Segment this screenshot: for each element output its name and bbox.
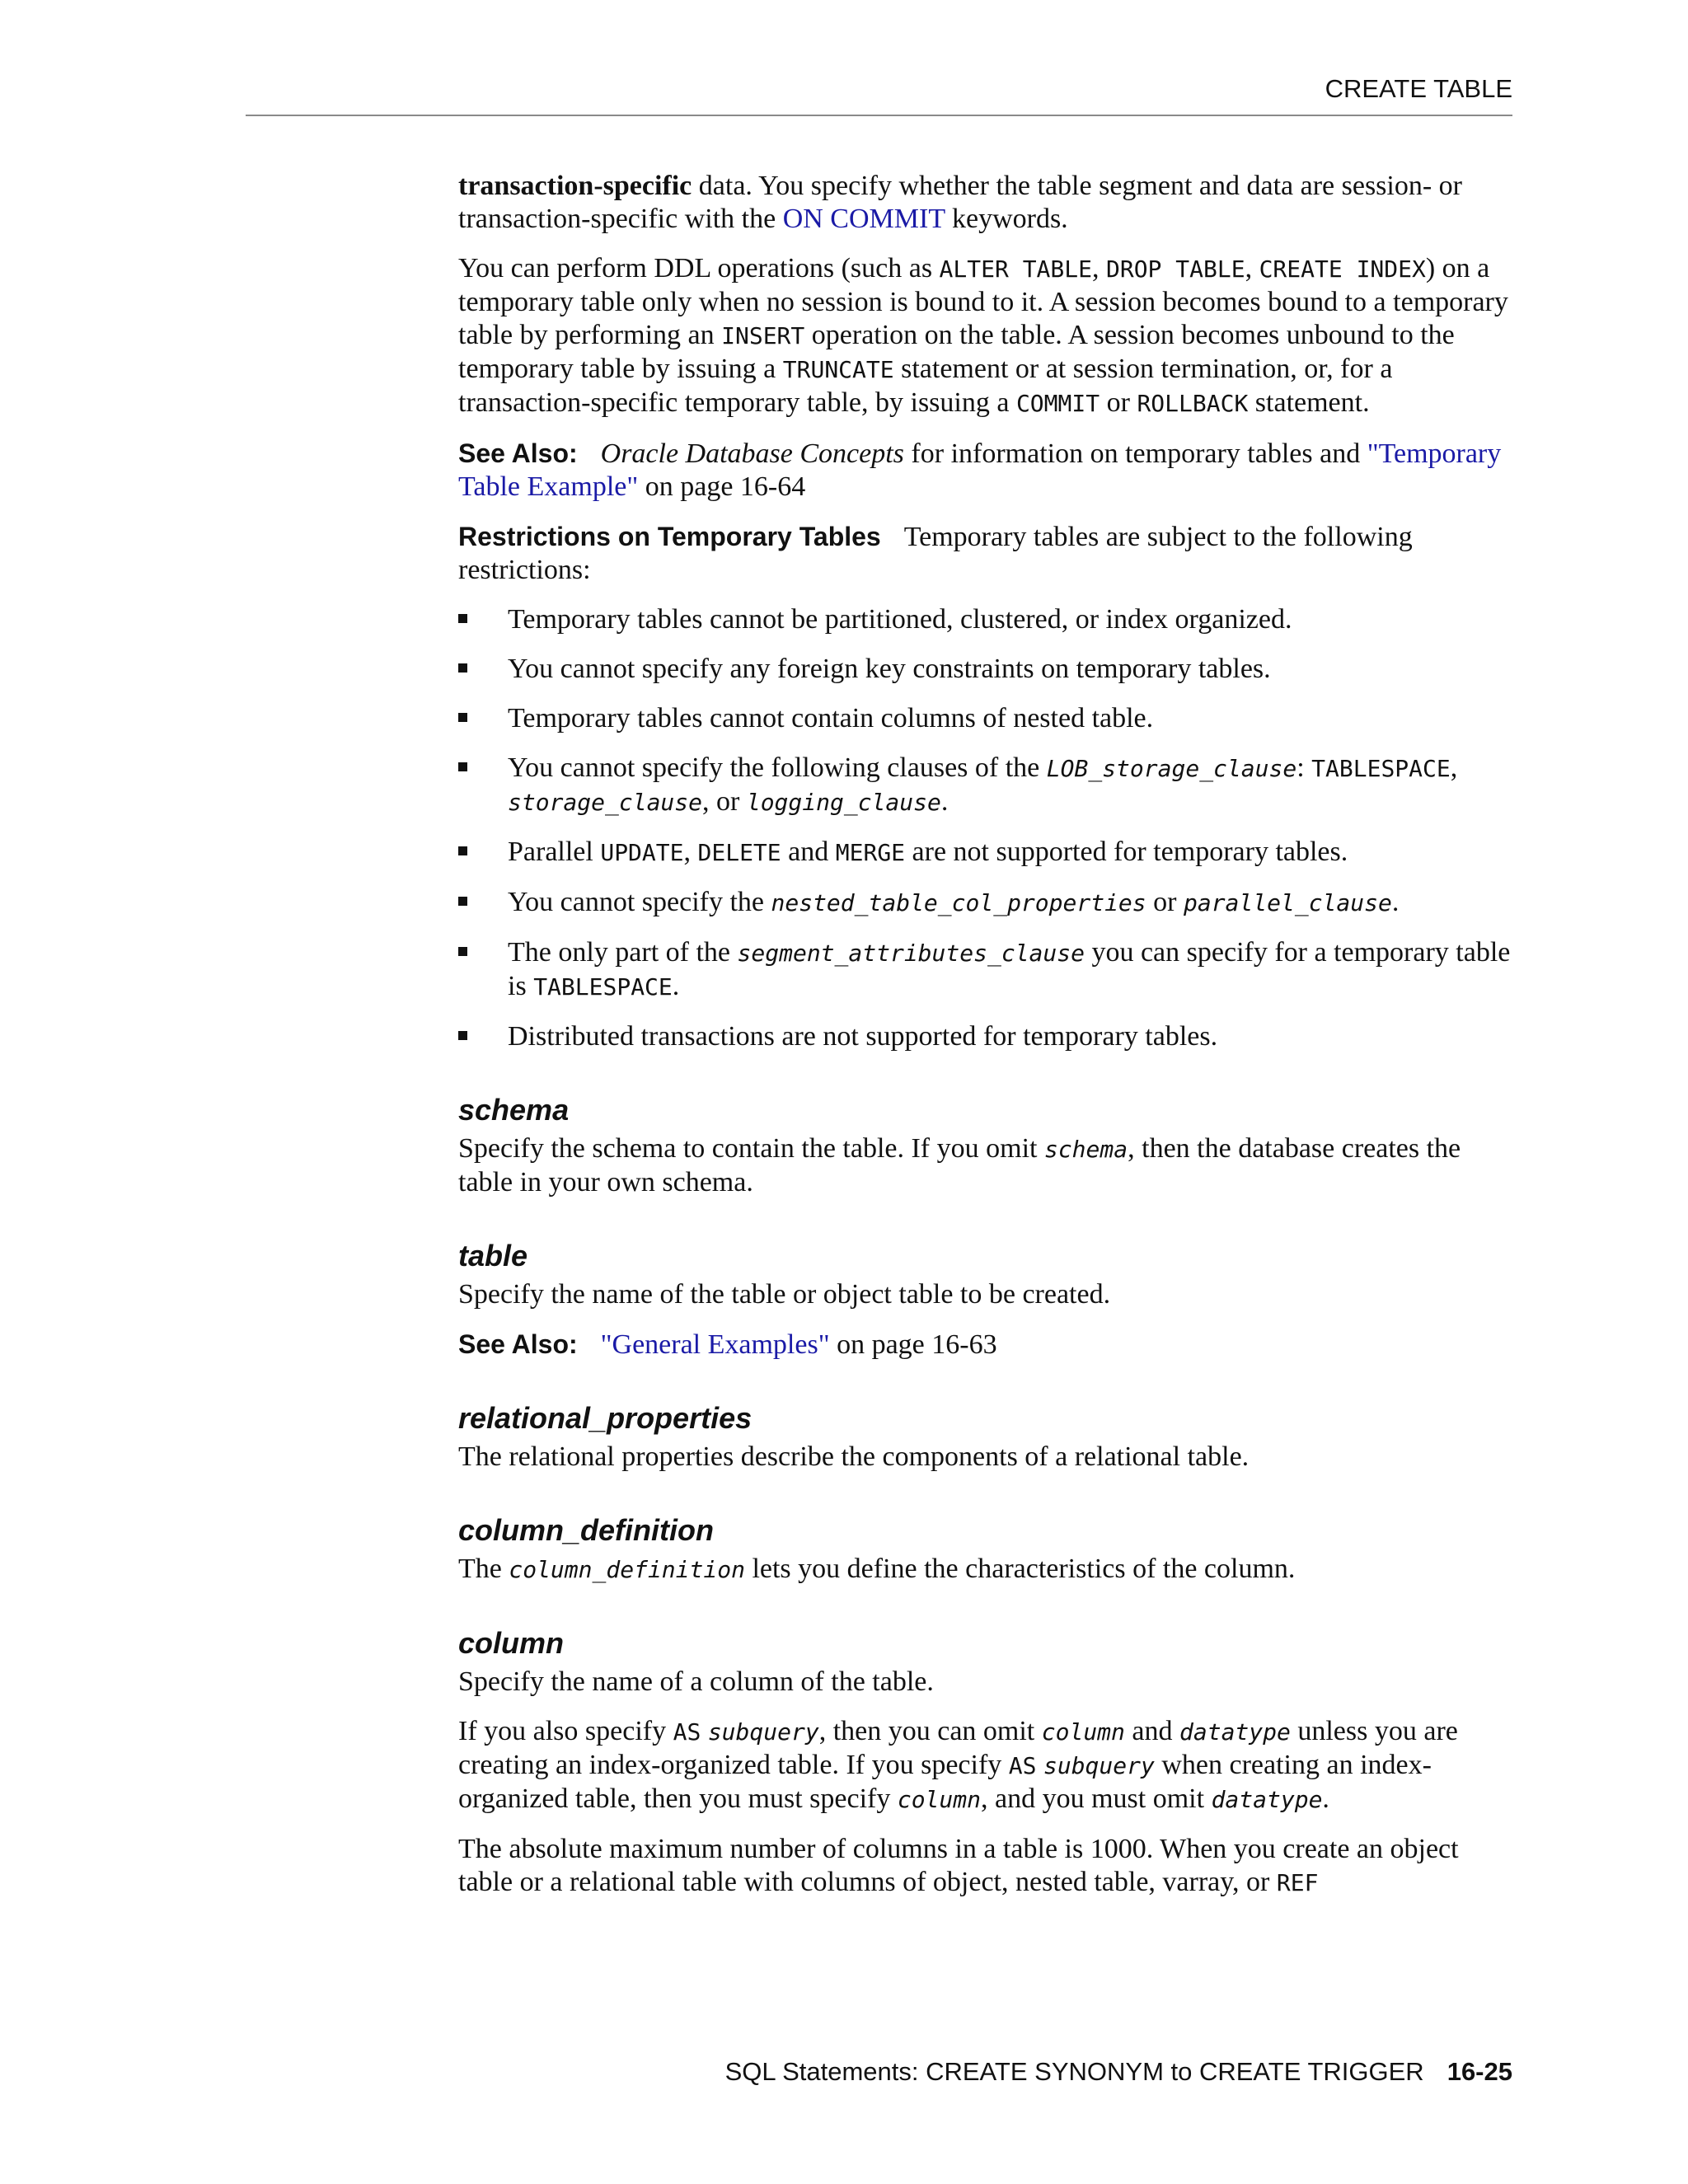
see-also-label: See Also: [458, 438, 578, 468]
see-also-label: See Also: [458, 1329, 578, 1359]
list-item [458, 1020, 1515, 1053]
bullet-icon [458, 1031, 467, 1040]
bullet-icon [458, 846, 467, 855]
text: operation on the table. A session becomes unbound to the temporary table by issuing a [458, 320, 1455, 384]
code: DROP TABLE [1105, 255, 1245, 283]
code: subquery [1043, 1752, 1155, 1779]
list-item [458, 886, 1515, 920]
text [1036, 1750, 1043, 1780]
paragraph-column-name: Specify the name of a column of the table. [458, 1666, 934, 1697]
paragraph-column-subquery [458, 1715, 1515, 1816]
bullet-icon [458, 713, 467, 722]
code: TABLESPACE [1311, 755, 1451, 782]
text: Temporary tables are subject to the following restrictions: [458, 522, 1413, 585]
text: You can perform DDL operations (such as [458, 253, 940, 284]
list-item [458, 653, 1515, 686]
bullet-icon [458, 762, 467, 771]
footer-title: SQL Statements: CREATE SYNONYM to CREATE TRIGGER [724, 2057, 1424, 2086]
paragraph-column-definition [458, 1553, 1515, 1586]
bullet-icon [458, 947, 467, 956]
text: statement or at session termination, or, for a transaction-specific temporary table, by issuing a [458, 354, 1393, 418]
heading-column: column [458, 1626, 565, 1660]
code: column [897, 1786, 981, 1813]
bold-term: transaction-specific [458, 171, 692, 201]
see-also-general-examples [458, 1328, 1515, 1361]
code: datatype [1211, 1786, 1323, 1813]
paragraph-column-maximum [458, 1833, 1515, 1900]
text: keywords. [945, 204, 1068, 234]
code: AS [1008, 1752, 1037, 1779]
text: , [1450, 752, 1458, 783]
code: TRUNCATE [782, 356, 894, 383]
text: on page 16-64 [638, 471, 806, 502]
list-item [458, 603, 1515, 636]
text: , [1245, 253, 1259, 284]
text: and [1124, 1716, 1179, 1746]
text: or [1100, 387, 1137, 418]
header-rule [246, 115, 1512, 116]
code: CREATE INDEX [1259, 255, 1426, 283]
text: The absolute maximum number of columns in a table is 1000. When you create an object table or a relational table with columns of object, nested table, varray, or [458, 1834, 1459, 1897]
bullet-icon [458, 614, 467, 623]
text: The only part of the [508, 937, 738, 968]
text: or [1146, 887, 1184, 917]
code: LOB_storage_clause [1046, 755, 1297, 782]
text: Specify the schema to contain the table. If you omit [458, 1133, 1044, 1164]
text: , and you must omit [981, 1783, 1212, 1814]
text: on page 16-63 [829, 1329, 997, 1360]
text: You cannot specify the following clauses of the [508, 752, 1047, 783]
code: MERGE [835, 839, 906, 866]
heading-column-definition: column_definition [458, 1513, 714, 1547]
bullet-icon [458, 897, 467, 906]
code: column [1041, 1718, 1125, 1746]
page-number: 16-25 [1447, 2057, 1512, 2086]
text: . [1391, 887, 1400, 917]
heading-schema: schema [458, 1093, 570, 1127]
code: REF [1276, 1869, 1319, 1896]
see-also-concepts [458, 437, 1515, 504]
text: you can specify for a temporary table is [508, 937, 1511, 1001]
temporary-table-example-link[interactable]: "Temporary Table Example" [458, 438, 1502, 502]
code: logging_clause [746, 789, 941, 816]
text: . [940, 786, 949, 817]
text: You cannot specify the [508, 887, 771, 917]
general-examples-link[interactable]: "General Examples" [600, 1329, 830, 1360]
paragraph-relational-properties: The relational properties describe the components of a relational table. [458, 1441, 1250, 1472]
paragraph-table: Specify the name of the table or object table to be created. [458, 1279, 1111, 1310]
text: for information on temporary tables and [903, 438, 1367, 469]
text: and [781, 837, 836, 867]
code: AS [673, 1718, 701, 1746]
text: Parallel [508, 837, 601, 867]
code: schema [1043, 1136, 1128, 1163]
code: COMMIT [1015, 390, 1100, 417]
text: data. You specify whether the table segment and data are session- or transaction-specific with the [458, 171, 1462, 234]
text: when creating an index-organized table, then you must specify [458, 1750, 1432, 1814]
text: , [1091, 253, 1106, 284]
text: unless you are creating an index-organized table. If you specify [458, 1716, 1458, 1780]
code: TABLESPACE [533, 973, 673, 1001]
text: Distributed transactions are not supported for temporary tables. [508, 1021, 1218, 1052]
code: ROLLBACK [1137, 390, 1249, 417]
text: The [458, 1554, 509, 1584]
text: , then the database creates the table in your own schema. [458, 1133, 1461, 1197]
list-item [458, 836, 1515, 869]
text [701, 1716, 708, 1746]
code: nested_table_col_properties [771, 889, 1146, 916]
text: . [1322, 1783, 1329, 1814]
list-item [458, 936, 1515, 1004]
restrictions-intro [458, 520, 1515, 587]
list-item [458, 752, 1515, 819]
code: DELETE [697, 839, 781, 866]
running-footer [725, 2057, 1512, 2087]
text: are not supported for temporary tables. [905, 837, 1348, 867]
code: segment_attributes_clause [737, 940, 1085, 967]
text: If you also specify [458, 1716, 673, 1746]
heading-table: table [458, 1239, 528, 1272]
code: INSERT [721, 322, 805, 349]
restrictions-list [458, 603, 1515, 1053]
paragraph-transaction-specific [458, 170, 1515, 236]
code: storage_clause [508, 789, 703, 816]
text: statement. [1248, 387, 1370, 418]
heading-relational-properties: relational_properties [458, 1401, 753, 1435]
text: . [672, 971, 680, 1001]
code: ALTER TABLE [939, 255, 1092, 283]
text: ) on a temporary table only when no session is bound to it. A session becomes bound to a temporary table by performing an [458, 253, 1508, 350]
on-commit-link[interactable]: ON COMMIT [782, 204, 945, 234]
text: , [683, 837, 698, 867]
running-header: CREATE TABLE [1325, 74, 1512, 103]
text: , then you can omit [818, 1716, 1042, 1746]
text: : [1296, 752, 1312, 783]
text: Temporary tables cannot contain columns of nested table. [508, 703, 1154, 733]
restrictions-heading: Restrictions on Temporary Tables [458, 522, 881, 551]
page-content [458, 170, 1515, 1916]
bullet-icon [458, 663, 467, 673]
code: UPDATE [600, 839, 684, 866]
text: Temporary tables cannot be partitioned, clustered, or index organized. [508, 604, 1292, 635]
paragraph-ddl-operations [458, 252, 1515, 420]
paragraph-schema [458, 1132, 1515, 1199]
text: lets you define the characteristics of the column. [744, 1554, 1296, 1584]
text: , or [702, 786, 747, 817]
book-title: Oracle Database Concepts [600, 438, 904, 469]
code: column_definition [509, 1556, 745, 1583]
code: datatype [1179, 1718, 1291, 1746]
text: You cannot specify any foreign key constraints on temporary tables. [508, 654, 1271, 684]
code: subquery [707, 1718, 819, 1746]
code: parallel_clause [1183, 889, 1392, 916]
list-item [458, 702, 1515, 735]
